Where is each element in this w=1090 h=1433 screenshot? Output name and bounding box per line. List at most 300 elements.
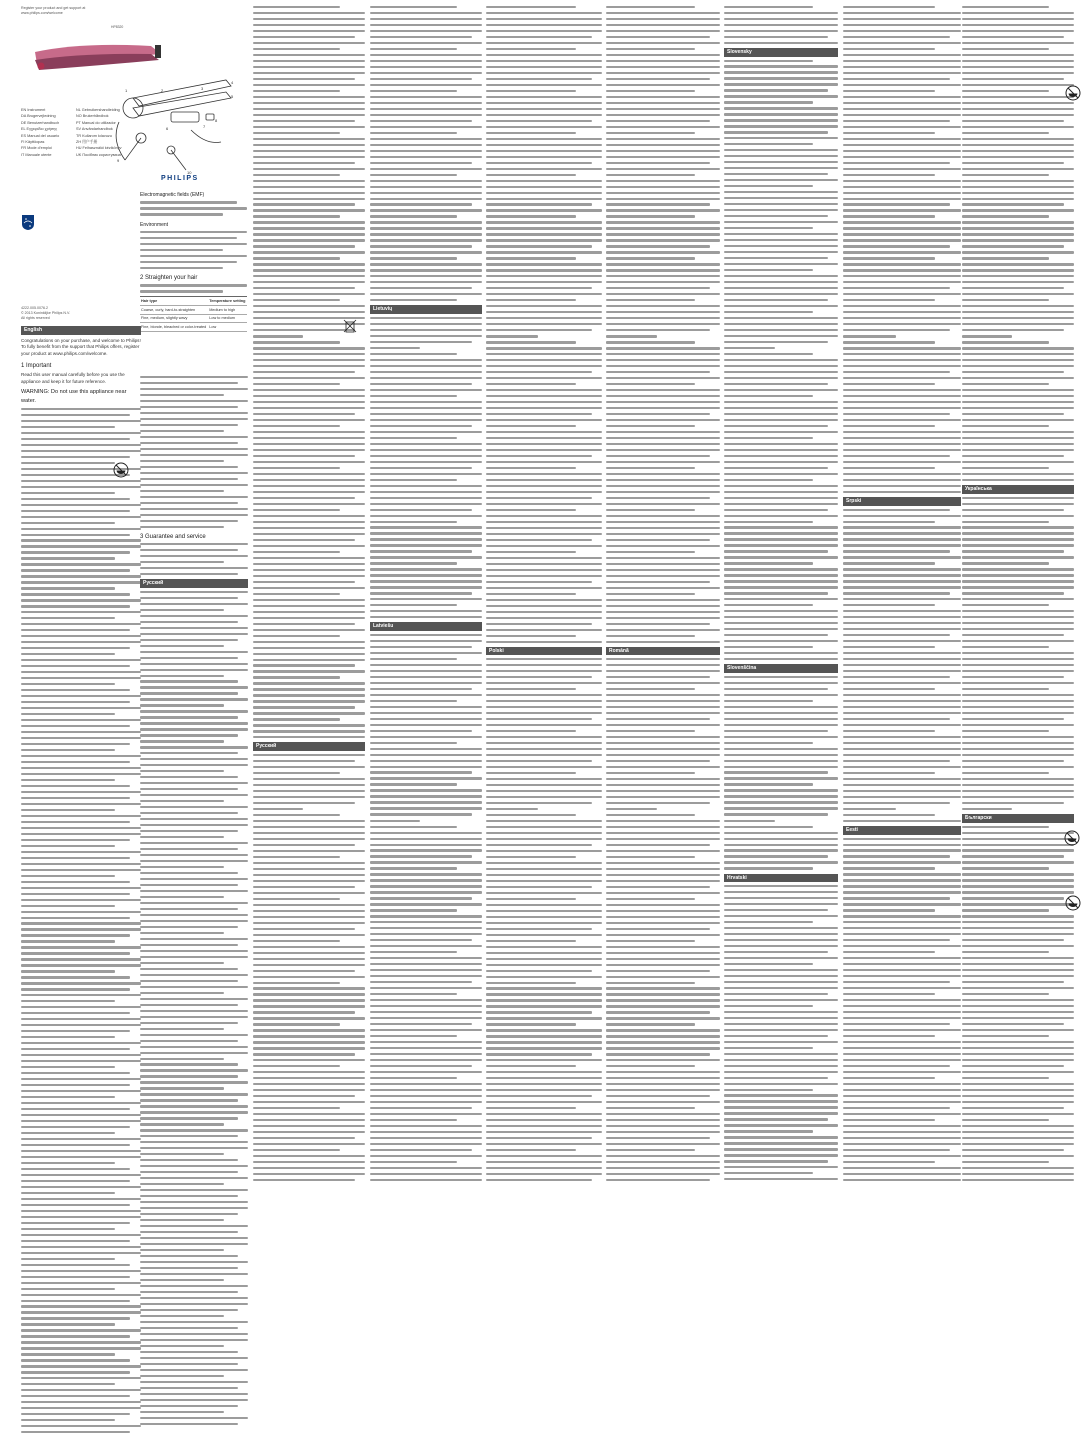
text-line — [486, 1095, 592, 1097]
text-line — [370, 598, 482, 600]
text-line — [606, 407, 720, 409]
text-line — [486, 1155, 602, 1157]
text-line — [370, 610, 482, 612]
text-line — [486, 443, 602, 445]
text-line — [724, 311, 813, 313]
text-line — [253, 808, 303, 810]
text-line — [486, 24, 602, 26]
text-line — [843, 646, 935, 648]
text-line — [606, 66, 720, 68]
text-line — [606, 922, 720, 924]
text-line — [486, 18, 602, 20]
text-line — [370, 969, 482, 971]
text-line — [724, 634, 828, 636]
text-line — [724, 287, 838, 289]
text-line — [370, 1167, 482, 1169]
text-line — [962, 1131, 1074, 1133]
text-line — [253, 1083, 365, 1085]
text-line — [724, 155, 838, 157]
text-line — [253, 617, 365, 619]
text-line — [962, 323, 1074, 325]
text-line — [253, 670, 365, 672]
text-line — [962, 114, 1074, 116]
text-line — [843, 353, 961, 355]
language-legend — [21, 107, 131, 158]
text-line — [253, 395, 365, 397]
text-line — [843, 389, 961, 391]
text-line — [253, 527, 365, 529]
text-line — [606, 748, 720, 750]
text-line — [962, 844, 1074, 846]
text-line — [486, 670, 602, 672]
text-line — [606, 437, 720, 439]
text-line — [606, 24, 720, 26]
text-line — [843, 437, 961, 439]
text-line — [962, 538, 1074, 540]
text-line — [486, 1083, 602, 1085]
text-line — [606, 287, 710, 289]
text-line — [843, 1083, 961, 1085]
model-number: HP8320 — [111, 25, 124, 29]
text-line — [486, 473, 602, 475]
text-line — [486, 527, 602, 529]
text-line — [486, 862, 602, 864]
text-line — [370, 807, 482, 809]
text-line — [843, 18, 961, 20]
text-line — [370, 957, 482, 959]
text-line — [370, 1161, 457, 1163]
text-line — [724, 359, 838, 361]
text-line — [962, 84, 1074, 86]
text-line — [962, 580, 1074, 582]
text-line — [962, 335, 1012, 337]
text-line — [370, 1071, 482, 1073]
text-line — [253, 227, 365, 229]
text-line — [606, 587, 720, 589]
text-line — [370, 299, 457, 301]
line-drawing — [116, 80, 231, 170]
text-column-5 — [606, 6, 720, 1192]
text-line — [962, 42, 1074, 44]
text-line — [486, 952, 602, 954]
text-line — [962, 156, 1074, 158]
text-line — [606, 281, 720, 283]
text-line — [843, 239, 961, 241]
text-line — [843, 168, 961, 170]
text-line — [724, 580, 838, 582]
text-line — [962, 36, 1064, 38]
text-line — [724, 849, 838, 851]
text-line — [253, 545, 365, 547]
text-line — [370, 885, 482, 887]
text-line — [724, 538, 838, 540]
text-line — [370, 1047, 482, 1049]
text-line — [724, 754, 838, 756]
text-line — [962, 1047, 1074, 1049]
language-bar-english: English — [21, 326, 141, 334]
text-line — [724, 867, 813, 869]
text-line — [253, 329, 355, 331]
svg-text:6: 6 — [166, 126, 169, 131]
text-line — [843, 371, 950, 373]
text-line — [962, 353, 1074, 355]
text-line — [962, 455, 1064, 457]
text-line — [486, 1053, 592, 1055]
english-steps-column — [140, 306, 248, 1192]
text-line — [370, 664, 482, 666]
text-line — [253, 987, 365, 989]
text-line — [843, 748, 961, 750]
text-line — [724, 598, 838, 600]
text-line — [843, 36, 950, 38]
text-line — [253, 72, 365, 74]
text-line — [253, 1143, 365, 1145]
text-line — [253, 581, 355, 583]
text-line — [370, 1011, 482, 1013]
text-line — [843, 48, 935, 50]
legend-right-2: PT Manual do utilizador — [76, 120, 116, 125]
text-line — [253, 186, 365, 188]
text-line — [486, 575, 602, 577]
text-line — [606, 635, 695, 637]
text-line — [724, 1160, 828, 1162]
text-column-8 — [962, 6, 1074, 1192]
text-line — [843, 413, 950, 415]
text-line — [606, 1179, 710, 1181]
text-line — [606, 12, 720, 14]
text-line — [843, 544, 961, 546]
text-line — [843, 921, 961, 923]
text-line — [962, 389, 1074, 391]
text-line — [843, 443, 961, 445]
text-line — [486, 479, 602, 481]
text-line — [486, 993, 602, 995]
text-line — [606, 1161, 720, 1163]
text-line — [962, 903, 1074, 905]
text-line — [606, 174, 695, 176]
text-line — [843, 1023, 950, 1025]
text-line — [724, 209, 838, 211]
text-line — [486, 748, 602, 750]
text-line — [253, 521, 365, 523]
text-line — [962, 670, 1074, 672]
text-line — [253, 138, 365, 140]
text-line — [253, 359, 365, 361]
text-line — [606, 599, 720, 601]
text-line — [724, 6, 813, 8]
text-line — [606, 760, 710, 762]
text-line — [606, 545, 720, 547]
text-line — [606, 593, 695, 595]
text-line — [724, 945, 838, 947]
text-line — [843, 604, 935, 606]
text-line — [962, 574, 1074, 576]
text-line — [370, 245, 472, 247]
text-line — [606, 868, 720, 870]
text-line — [606, 605, 720, 607]
text-line — [843, 245, 950, 247]
text-line — [606, 389, 720, 391]
text-line — [253, 251, 365, 253]
text-line — [962, 993, 1049, 995]
text-line — [724, 771, 828, 773]
text-line — [606, 395, 720, 397]
text-line — [370, 748, 482, 750]
text-line — [962, 180, 1074, 182]
text-line — [843, 425, 935, 427]
text-line — [486, 341, 576, 343]
text-line — [843, 491, 961, 493]
language-bar-russian: Русский — [140, 579, 248, 587]
text-line — [486, 120, 592, 122]
text-line — [724, 269, 813, 271]
text-line — [962, 1065, 1064, 1067]
text-line — [606, 742, 720, 744]
text-line — [962, 239, 1074, 241]
text-line — [843, 999, 961, 1001]
text-line — [370, 401, 482, 403]
text-line — [724, 353, 813, 355]
text-line — [253, 850, 365, 852]
text-line — [606, 1149, 695, 1151]
text-line — [724, 167, 838, 169]
text-line — [253, 1161, 365, 1163]
text-line — [606, 509, 695, 511]
text-line — [370, 766, 482, 768]
text-line — [962, 150, 1074, 152]
text-line — [606, 1095, 710, 1097]
text-line — [962, 299, 1049, 301]
text-line — [724, 329, 838, 331]
text-line — [253, 736, 365, 738]
text-line — [486, 150, 602, 152]
text-line — [253, 1173, 365, 1175]
text-line — [370, 174, 457, 176]
text-line — [843, 1155, 961, 1157]
text-line — [370, 712, 482, 714]
text-line — [724, 149, 838, 151]
text-line — [253, 706, 355, 708]
text-line — [606, 245, 710, 247]
text-line — [606, 192, 720, 194]
text-line — [724, 628, 838, 630]
text-line — [962, 1113, 1074, 1115]
text-line — [724, 807, 838, 809]
text-line — [843, 706, 961, 708]
text-line — [253, 174, 340, 176]
svg-text:1: 1 — [125, 88, 128, 93]
text-line — [486, 641, 602, 643]
text-line — [370, 329, 482, 331]
text-line — [962, 1179, 1074, 1181]
text-line — [370, 281, 482, 283]
text-line — [843, 383, 935, 385]
text-line — [606, 826, 720, 828]
text-line — [606, 641, 720, 643]
text-line — [370, 341, 472, 343]
text-line — [962, 556, 1074, 558]
text-line — [724, 574, 838, 576]
text-line — [253, 874, 365, 876]
text-line — [843, 933, 961, 935]
text-line — [724, 1154, 838, 1156]
text-line — [370, 820, 420, 822]
text-line — [606, 329, 710, 331]
text-line — [843, 1119, 935, 1121]
text-line — [486, 48, 576, 50]
text-line — [724, 461, 838, 463]
text-line — [962, 269, 1074, 271]
text-line — [724, 622, 838, 624]
text-line — [370, 485, 482, 487]
text-line — [724, 652, 838, 654]
text-line — [724, 1065, 838, 1067]
text-line — [370, 1125, 482, 1127]
text-line — [253, 1059, 365, 1061]
text-line — [253, 611, 365, 613]
language-bar-estonian: Eesti — [843, 826, 961, 834]
text-line — [253, 964, 365, 966]
text-line — [606, 311, 720, 313]
text-line — [724, 521, 813, 523]
text-line — [370, 323, 482, 325]
text-line — [486, 760, 592, 762]
text-line — [724, 957, 838, 959]
text-line — [253, 269, 365, 271]
text-line — [724, 777, 838, 779]
text-line — [962, 730, 1049, 732]
text-line — [843, 359, 961, 361]
text-line — [962, 1071, 1074, 1073]
text-line — [486, 694, 602, 696]
text-line — [724, 191, 838, 193]
text-line — [606, 239, 720, 241]
text-line — [962, 622, 1074, 624]
text-line — [486, 78, 592, 80]
text-line — [606, 30, 720, 32]
text-line — [843, 108, 961, 110]
text-line — [486, 132, 576, 134]
text-line — [486, 467, 576, 469]
text-line — [724, 227, 813, 229]
text-line — [486, 790, 602, 792]
text-line — [606, 575, 720, 577]
text-line — [370, 891, 482, 893]
text-line — [724, 137, 838, 139]
legend-left-0: EN Instrument — [21, 108, 46, 112]
text-line — [606, 132, 695, 134]
text-line — [486, 42, 602, 44]
text-line — [724, 1089, 813, 1091]
text-line — [486, 545, 602, 547]
language-bar-serbian: Srpski — [843, 497, 961, 505]
text-line — [253, 623, 355, 625]
text-line — [843, 521, 935, 523]
text-line — [253, 802, 355, 804]
text-line — [962, 509, 1064, 511]
text-line — [253, 1119, 365, 1121]
text-line — [724, 473, 838, 475]
text-line — [253, 1065, 340, 1067]
text-line — [962, 873, 1074, 875]
legend-left-7: IT Manuale utente — [21, 152, 52, 157]
text-line — [606, 42, 720, 44]
text-line — [486, 964, 602, 966]
important-heading: 1 Important — [21, 363, 52, 370]
text-line — [962, 311, 1074, 313]
text-line — [962, 658, 1074, 660]
text-line — [962, 604, 1049, 606]
text-line — [843, 796, 961, 798]
text-line — [724, 724, 838, 726]
text-line — [486, 54, 602, 56]
text-line — [724, 239, 838, 241]
svg-text:2: 2 — [161, 88, 164, 93]
hair-straightener-illustration — [21, 20, 247, 190]
text-line — [606, 203, 710, 205]
text-line — [843, 568, 961, 570]
text-line — [370, 927, 482, 929]
text-line — [606, 730, 695, 732]
text-line — [724, 89, 828, 91]
text-line — [606, 1005, 720, 1007]
text-line — [486, 401, 602, 403]
text-line — [253, 1041, 365, 1043]
text-line — [486, 407, 602, 409]
text-line — [606, 251, 720, 253]
text-line — [486, 449, 602, 451]
text-line — [843, 347, 961, 349]
text-line — [253, 904, 365, 906]
text-line — [486, 958, 602, 960]
text-line — [370, 1077, 457, 1079]
text-line — [486, 563, 602, 565]
text-line — [486, 251, 602, 253]
text-line — [370, 813, 472, 815]
text-line — [606, 982, 695, 984]
text-line — [370, 616, 482, 618]
text-line — [253, 599, 365, 601]
text-line — [724, 30, 838, 32]
text-line — [843, 1011, 961, 1013]
text-line — [606, 84, 720, 86]
text-line — [370, 1023, 472, 1025]
text-line — [370, 951, 457, 953]
text-line — [606, 910, 720, 912]
text-line — [843, 993, 935, 995]
text-line — [606, 706, 720, 708]
text-line — [486, 886, 592, 888]
text-line — [253, 982, 340, 984]
text-line — [253, 796, 365, 798]
text-line — [253, 449, 365, 451]
text-line — [606, 293, 720, 295]
text-line — [486, 676, 592, 678]
text-line — [486, 383, 576, 385]
text-line — [843, 634, 950, 636]
text-line — [962, 275, 1074, 277]
text-line — [486, 162, 592, 164]
text-line — [843, 1035, 935, 1037]
text-line — [606, 515, 720, 517]
text-line — [606, 431, 720, 433]
text-line — [253, 766, 365, 768]
text-line — [606, 305, 720, 307]
text-line — [724, 335, 838, 337]
text-line — [843, 790, 961, 792]
text-line — [843, 963, 961, 965]
text-line — [724, 36, 828, 38]
